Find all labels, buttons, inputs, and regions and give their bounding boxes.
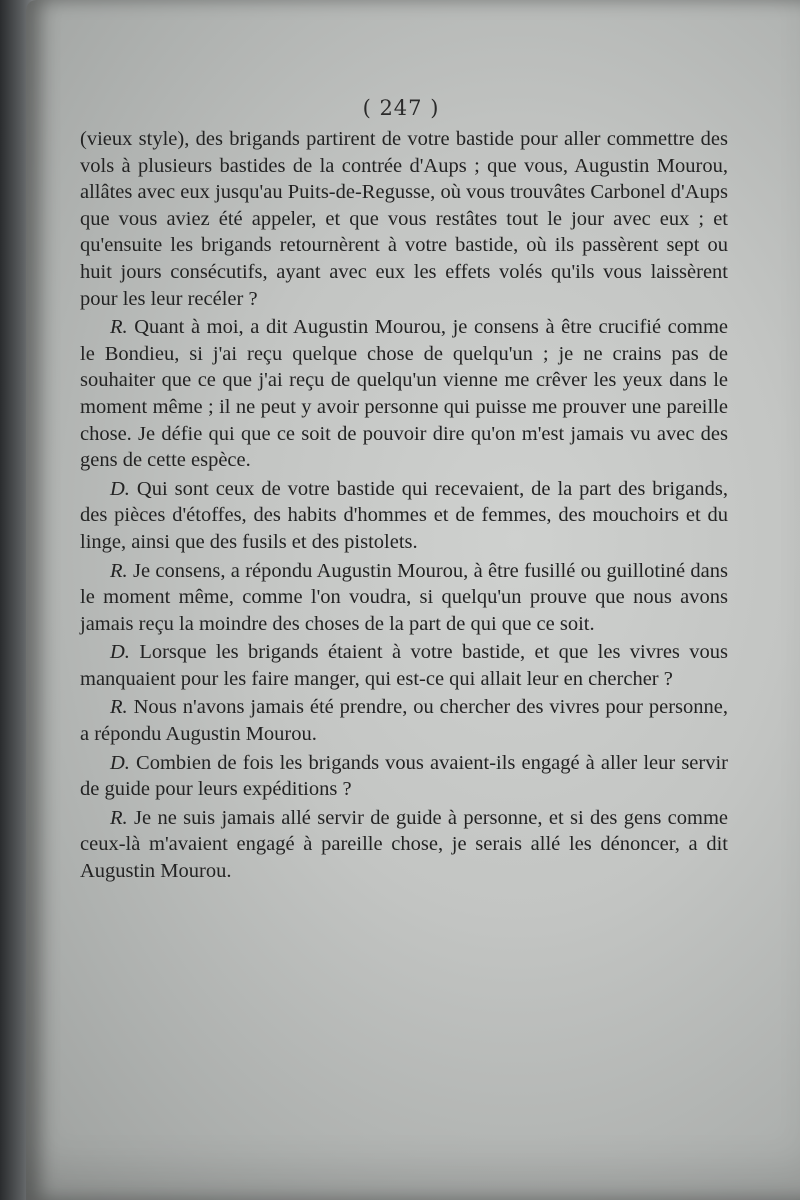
speaker-label: D. bbox=[110, 477, 130, 500]
speaker-label: R. bbox=[110, 316, 128, 339]
speaker-label: R. bbox=[110, 696, 128, 719]
paragraph bbox=[80, 476, 728, 556]
page-number: ( 247 ) bbox=[362, 96, 440, 120]
paragraph bbox=[80, 694, 728, 747]
page-body bbox=[80, 126, 728, 885]
paragraph-text: Je consens, a répondu Augustin Mourou, à être fusillé ou guillotiné dans le moment même, comme l'on voudra, si quelqu'un prouve que nous avons jamais reçu la moindre des choses de la part de qui que ce soit. bbox=[80, 559, 728, 635]
speaker-label: D. bbox=[110, 641, 130, 664]
speaker-label: R. bbox=[110, 559, 128, 582]
paragraph bbox=[80, 126, 728, 312]
speaker-label: D. bbox=[110, 751, 130, 774]
paragraph-text: Combien de fois les brigands vous avaient-ils engagé à aller leur servir de guide pour leurs expéditions ? bbox=[80, 751, 729, 801]
paragraph bbox=[80, 639, 728, 692]
paragraph-text: Quant à moi, a dit Augustin Mourou, je consens à être crucifié comme le Bondieu, si j'ai reçu quelque chose de quelqu'un ; je ne crains pas de souhaiter que ce que j'ai reçu de quelqu'un vienne me crêver les yeux dans le moment même ; il ne peut y avoir personne qui puisse me prouver une pareille chose. Je défie qui que ce soit de pouvoir dire qu'on m'est jamais vu avec des gens de cette espèce. bbox=[80, 316, 728, 472]
speaker-label: R. bbox=[110, 806, 128, 829]
paragraph-text: Qui sont ceux de votre bastide qui recevaient, de la part des brigands, des pièces d'étoffes, des habits d'hommes et de femmes, des mouchoirs et du linge, ainsi que des fusils et des pistolets. bbox=[80, 477, 728, 553]
paragraph bbox=[80, 558, 728, 638]
paragraph-text: Lorsque les brigands étaient à votre bastide, et que les vivres vous manquaient pour les faire manger, qui est-ce qui allait leur en chercher ? bbox=[80, 641, 728, 690]
book-page bbox=[26, 0, 800, 1200]
paragraph bbox=[80, 805, 728, 885]
paragraph bbox=[80, 314, 728, 474]
paragraph-text: Nous n'avons jamais été prendre, ou chercher des vivres pour personne, a répondu Augustin Mourou. bbox=[80, 696, 728, 746]
paragraph-text: (vieux style), des brigands partirent de votre bastide pour aller commettre des vols à plusieurs bastides de la contrée d'Aups ; que vous, Augustin Mourou, allâtes avec eux jusqu'au Puits-de-Regusse, où vous trouvâtes Carbonel d'Aups que vous aviez été appeler, et que vous restâtes tout le jour avec eux ; et qu'ensuite les brigands retournèrent à votre bastide, où ils passèrent sept ou huit jours consécutifs, ayant avec eux les effets volés qu'ils vous laissèrent pour les leur recéler ? bbox=[80, 128, 728, 310]
paragraph bbox=[80, 750, 728, 803]
paragraph-text: Je ne suis jamais allé servir de guide à personne, et si des gens comme ceux-là m'avaient engagé à pareille chose, je serais allé les dénoncer, a dit Augustin Mourou. bbox=[80, 806, 729, 883]
